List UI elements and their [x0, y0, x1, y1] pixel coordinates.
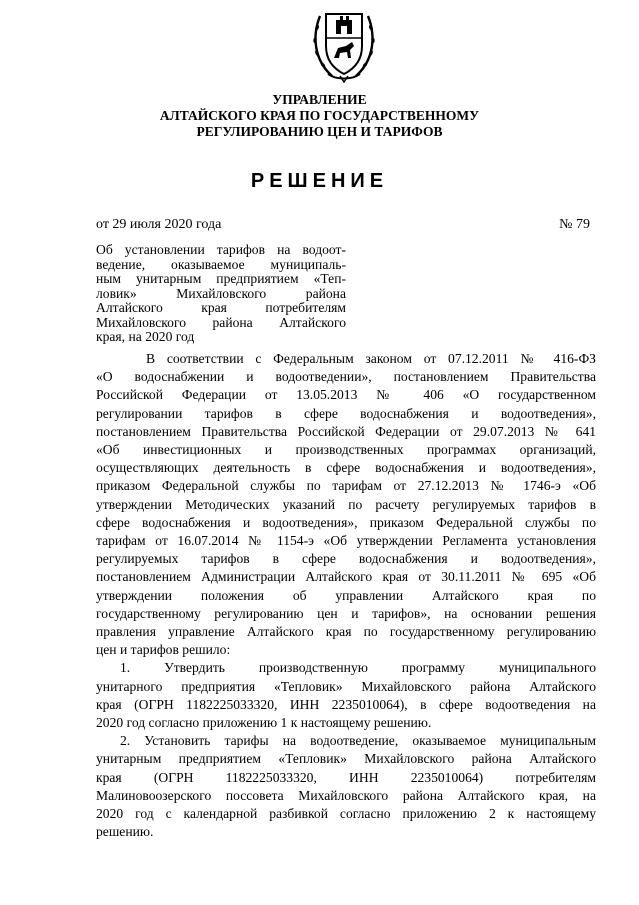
body-line: 2020 год согласно приложению 1 к настоящему решению. [96, 715, 432, 731]
body-line: регулировании тарифов в сфере водоснабжения и водоотведения», [96, 405, 596, 421]
body-line: тарифам от 16.07.2014 № 1154-э «Об утверждении Регламента установления [96, 533, 596, 549]
subject-line: Алтайского края потребителям [96, 300, 346, 315]
body-line: приказом Федеральной службы по тарифам от 27.12.2013 № 1746-э «Об [96, 478, 596, 494]
subject-line: Об установлении тарифов на водоот- [96, 242, 346, 257]
agency-line: УПРАВЛЕНИЕ [272, 92, 367, 107]
body-line: осуществляющих деятельность в сфере водоснабжения и водоотведения», [96, 460, 596, 476]
body-line: утверждении положения об управлении Алтайского края по [96, 587, 596, 603]
subject-line: края, на 2020 год [96, 329, 195, 344]
body-line: регулируемых тарифов в сфере водоснабжения и водоотведения», [96, 551, 596, 567]
document-number: № 79 [559, 217, 590, 232]
body-line: государственному регулированию цен и тарифов», на основании решения [96, 605, 596, 621]
agency-line: РЕГУЛИРОВАНИЮ ЦЕН И ТАРИФОВ [196, 124, 443, 139]
body-line: решению. [96, 824, 154, 840]
document-subject [96, 243, 346, 345]
body-line: края (ОГРН 1182225033320, ИНН 2235010064) потребителям [96, 769, 596, 785]
body-line: цен и тарифов решило: [96, 642, 231, 658]
body-line: В соответствии с Федеральным законом от 07.12.2011 № 416-ФЗ [146, 351, 596, 366]
document-title: РЕШЕНИЕ [250, 170, 389, 192]
body-line: унитарного предприятия «Тепловик» Михайловского района Алтайского [96, 678, 596, 694]
subject-line: ведение, оказываемое муниципаль- [96, 256, 346, 272]
document-date: от 29 июля 2020 года [96, 217, 222, 232]
body-line: «О водоснабжении и водоотведении», постановлением Правительства [96, 369, 596, 385]
body-line: края (ОГРН 1182225033320, ИНН 2235010064), в сфере водоотведения на [96, 696, 596, 712]
subject-line: ловик» Михайловского района [96, 285, 346, 301]
body-line: Российской Федерации от 13.05.2013 № 406 «О государственном [96, 387, 596, 403]
body-line: постановлением Правительства Российской Федерации от 29.07.2013 № 641 [96, 423, 596, 439]
body-line: 2. Установить тарифы на водоотведение, оказываемое муниципальным [120, 733, 596, 749]
body-line: 2020 год с календарной разбивкой согласно приложению 2 к настоящему [96, 806, 596, 822]
agency-name [0, 92, 639, 140]
body-line: Малиновоозерского поссовета Михайловского района Алтайского края, на [96, 787, 596, 803]
body-line: утверждении Методических указаний по расчету регулируемых тарифов в [96, 496, 596, 512]
body-line: постановлением Администрации Алтайского края от 30.11.2011 № 695 «Об [96, 569, 596, 585]
subject-line: ным унитарным предприятием «Теп- [96, 271, 346, 286]
document-body [96, 350, 596, 841]
body-line: сфере водоснабжения и водоотведения», приказом Федеральной службы по [96, 514, 596, 530]
subject-line: Михайловского района Алтайского [96, 314, 346, 330]
body-line: унитарным предприятием «Тепловик» Михайловского района Алтайского [96, 751, 596, 767]
altai-krai-coat-of-arms-icon [310, 8, 378, 84]
body-line: правления управление Алтайского края по государственному регулированию [96, 624, 596, 640]
agency-line: АЛТАЙСКОГО КРАЯ ПО ГОСУДАРСТВЕННОМУ [159, 108, 480, 123]
body-line: 1. Утвердить производственную программу муниципального [120, 660, 596, 676]
body-line: «Об инвестиционных и производственных программах организаций, [96, 442, 596, 458]
